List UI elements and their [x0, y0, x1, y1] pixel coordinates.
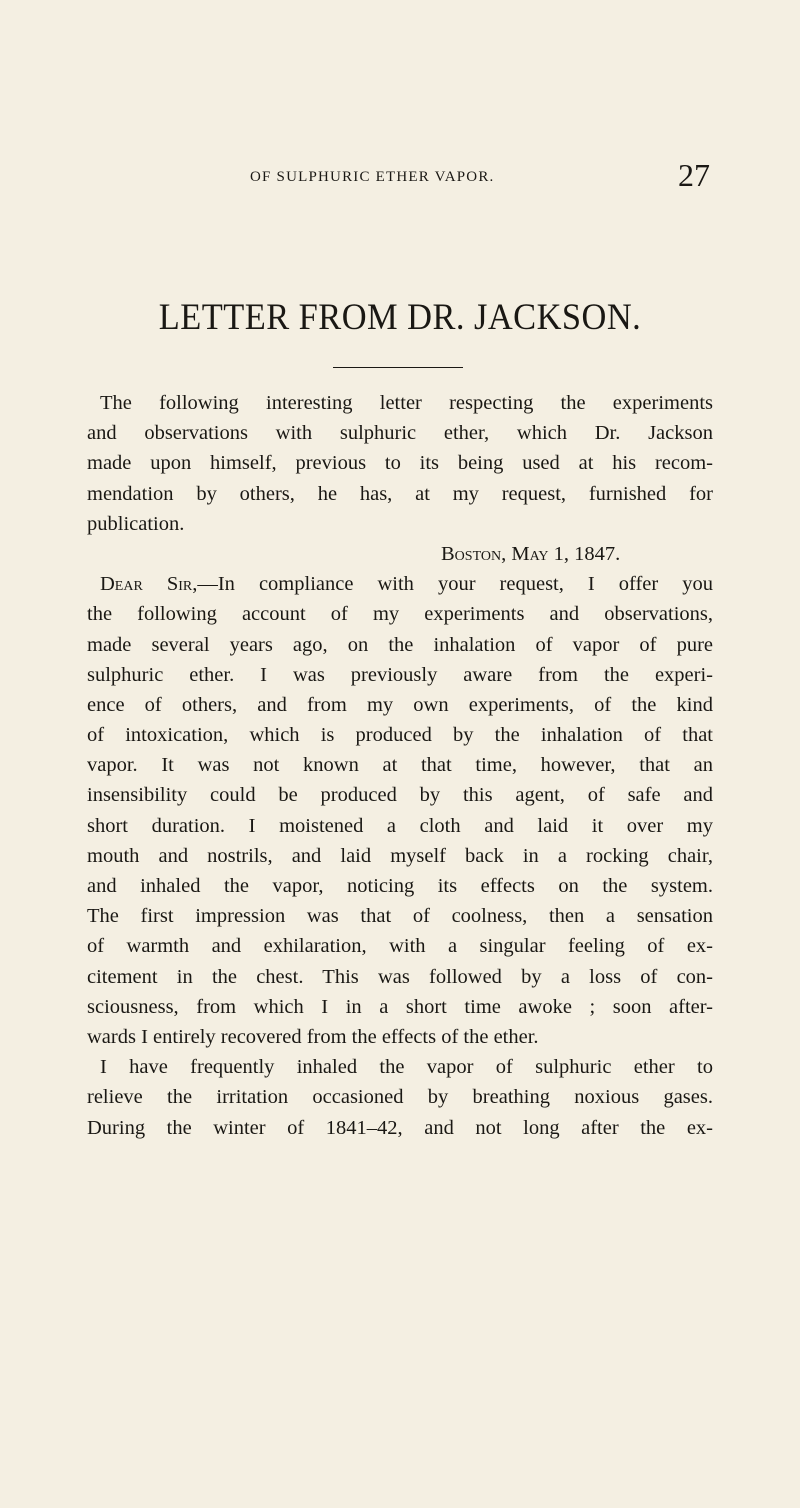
dateline: Boston, May 1, 1847.: [441, 542, 621, 565]
text-line: citement in the chest. This was followed by a loss of con-: [87, 965, 713, 988]
text-line: relieve the irritation occasioned by breathing noxious gases.: [87, 1086, 713, 1109]
text-line: The following interesting letter respecting the experiments: [100, 392, 713, 414]
text-line: vapor. It was not known at that time, however, that an: [87, 754, 713, 777]
body-text: [87, 388, 713, 1143]
running-title: OF SULPHURIC ETHER VAPOR.: [250, 169, 495, 185]
text-line: of intoxication, which is produced by the inhalation of that: [87, 724, 713, 747]
text-line: made several years ago, on the inhalation of vapor of pure: [87, 633, 713, 656]
text-line: mendation by others, he has, at my request, furnished for: [87, 482, 713, 505]
salutation-continuation: —In compliance with your request, I offer you: [197, 573, 713, 596]
text-line: During the winter of 1841–42, and not long after the ex-: [87, 1116, 713, 1139]
running-head: [250, 157, 710, 193]
text-line: [87, 569, 713, 599]
text-line: ence of others, and from my own experiments, of the kind: [87, 693, 713, 716]
intro-paragraph: [87, 388, 713, 539]
text-line: wards I entirely recovered from the effects of the ether.: [87, 1025, 539, 1048]
text-line: made upon himself, previous to its being used at his recom-: [87, 452, 713, 475]
salutation: Dear Sir,: [100, 573, 198, 596]
letter-heading: LETTER FROM DR. JACKSON.: [158, 297, 642, 338]
text-line: insensibility could be produced by this agent, of safe and: [87, 784, 713, 807]
text-line: the following account of my experiments and observations,: [87, 603, 713, 626]
text-line: sulphuric ether. I was previously aware from the experi-: [87, 663, 713, 686]
text-line: I have frequently inhaled the vapor of sulphuric ether to: [100, 1056, 713, 1079]
page-number: 27: [678, 157, 710, 193]
text-line: and observations with sulphuric ether, which Dr. Jackson: [87, 422, 713, 445]
text-line: and inhaled the vapor, noticing its effects on the system.: [87, 875, 713, 897]
text-line: mouth and nostrils, and laid myself back in a rocking chair,: [87, 844, 713, 867]
text-line: sciousness, from which I in a short time awoke ; soon after-: [87, 995, 713, 1018]
section-rule: [333, 367, 463, 368]
letter-paragraph-1: [87, 569, 713, 1052]
letter-paragraph-2: [87, 1052, 713, 1143]
text-line: short duration. I moistened a cloth and laid it over my: [87, 814, 713, 837]
text-line: of warmth and exhilaration, with a singular feeling of ex-: [87, 935, 713, 958]
text-line: publication.: [87, 512, 185, 535]
text-line: The first impression was that of coolness, then a sensation: [87, 905, 713, 928]
